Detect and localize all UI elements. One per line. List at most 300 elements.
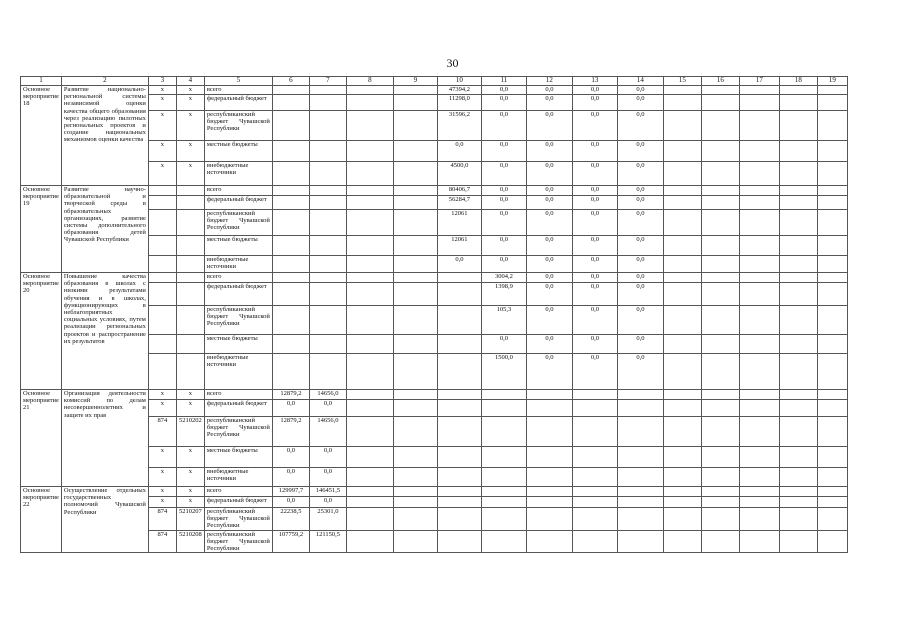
- cell-value-9: [393, 210, 437, 236]
- cell-gp: [148, 335, 176, 354]
- cell-value-9: [393, 508, 437, 531]
- column-header: 10: [437, 77, 481, 86]
- cell-value-13: 0,0: [572, 335, 617, 354]
- cell-value-8: [346, 487, 393, 497]
- cell-source: республиканский бюджет Чувашской Республики: [204, 417, 272, 447]
- cell-value-16: [701, 141, 739, 162]
- cell-value-15: [663, 273, 701, 283]
- cell-value-14: [617, 447, 663, 468]
- cell-value-12: 0,0: [526, 236, 572, 256]
- cell-value-14: 0,0: [617, 111, 663, 141]
- cell-source: всего: [204, 86, 272, 95]
- cell-value-18: [779, 256, 817, 273]
- cell-value-13: [572, 390, 617, 400]
- cell-value-6: 0,0: [272, 400, 309, 417]
- cell-value-6: [272, 306, 309, 335]
- cell-value-17: [739, 487, 779, 497]
- cell-value-7: [309, 256, 346, 273]
- cell-value-6: [272, 210, 309, 236]
- cell-value-6: 12879,2: [272, 417, 309, 447]
- cell-value-8: [346, 95, 393, 111]
- event-label: Основное мероприятие 20: [21, 273, 62, 390]
- cell-value-10: 80406,7: [437, 186, 481, 196]
- cell-value-14: [617, 530, 663, 553]
- cell-csr: x: [176, 447, 204, 468]
- cell-value-18: [779, 141, 817, 162]
- cell-value-6: [272, 86, 309, 95]
- cell-source: республиканский бюджет Чувашской Республики: [204, 306, 272, 335]
- cell-gp: [148, 273, 176, 283]
- cell-value-12: 0,0: [526, 273, 572, 283]
- cell-source: всего: [204, 390, 272, 400]
- cell-gp: 874: [148, 417, 176, 447]
- table-row: [21, 86, 848, 95]
- cell-value-17: [739, 283, 779, 306]
- cell-value-11: [481, 530, 526, 553]
- cell-value-9: [393, 354, 437, 390]
- cell-value-18: [779, 196, 817, 210]
- event-title: Развитие научно-образовательной и творческой среды в образовательных организациях, развитие системы дополнительного образования детей Чувашской Республики: [61, 186, 148, 273]
- cell-value-19: [817, 447, 847, 468]
- cell-value-9: [393, 273, 437, 283]
- cell-value-7: [309, 95, 346, 111]
- cell-value-9: [393, 283, 437, 306]
- cell-value-6: [272, 111, 309, 141]
- cell-value-7: [309, 196, 346, 210]
- cell-value-9: [393, 335, 437, 354]
- cell-value-12: [526, 508, 572, 531]
- cell-value-17: [739, 210, 779, 236]
- cell-gp: x: [148, 86, 176, 95]
- cell-value-6: [272, 283, 309, 306]
- cell-value-17: [739, 497, 779, 508]
- cell-value-14: 0,0: [617, 273, 663, 283]
- cell-value-19: [817, 335, 847, 354]
- cell-value-14: 0,0: [617, 354, 663, 390]
- cell-value-16: [701, 86, 739, 95]
- cell-value-13: 0,0: [572, 186, 617, 196]
- cell-value-11: 0,0: [481, 196, 526, 210]
- cell-value-10: [437, 306, 481, 335]
- cell-value-8: [346, 256, 393, 273]
- cell-value-17: [739, 447, 779, 468]
- cell-csr: x: [176, 487, 204, 497]
- cell-source: местные бюджеты: [204, 335, 272, 354]
- column-header: 9: [393, 77, 437, 86]
- cell-value-17: [739, 256, 779, 273]
- cell-value-13: 0,0: [572, 111, 617, 141]
- cell-value-9: [393, 86, 437, 95]
- cell-value-14: [617, 497, 663, 508]
- cell-value-18: [779, 86, 817, 95]
- cell-value-8: [346, 186, 393, 196]
- cell-value-16: [701, 273, 739, 283]
- cell-value-14: [617, 508, 663, 531]
- cell-value-16: [701, 354, 739, 390]
- cell-value-11: 0,0: [481, 186, 526, 196]
- cell-value-8: [346, 196, 393, 210]
- cell-value-12: [526, 400, 572, 417]
- cell-value-6: [272, 95, 309, 111]
- cell-value-16: [701, 530, 739, 553]
- cell-value-13: 0,0: [572, 273, 617, 283]
- column-header: 13: [572, 77, 617, 86]
- cell-value-11: 0,0: [481, 162, 526, 186]
- cell-value-13: [572, 447, 617, 468]
- cell-source: федеральный бюджет: [204, 95, 272, 111]
- cell-value-8: [346, 497, 393, 508]
- cell-csr: 5210202: [176, 417, 204, 447]
- cell-value-19: [817, 273, 847, 283]
- column-header: 14: [617, 77, 663, 86]
- cell-value-15: [663, 283, 701, 306]
- cell-value-18: [779, 354, 817, 390]
- cell-value-15: [663, 390, 701, 400]
- cell-value-9: [393, 390, 437, 400]
- cell-value-19: [817, 111, 847, 141]
- cell-value-9: [393, 256, 437, 273]
- cell-value-14: 0,0: [617, 86, 663, 95]
- cell-value-8: [346, 306, 393, 335]
- cell-value-10: [437, 487, 481, 497]
- cell-value-10: [437, 447, 481, 468]
- cell-value-13: 0,0: [572, 86, 617, 95]
- column-header: 1: [21, 77, 62, 86]
- cell-value-17: [739, 95, 779, 111]
- cell-value-13: [572, 530, 617, 553]
- cell-value-11: 0,0: [481, 256, 526, 273]
- cell-value-9: [393, 236, 437, 256]
- cell-value-12: 0,0: [526, 196, 572, 210]
- cell-gp: [148, 186, 176, 196]
- cell-csr: [176, 306, 204, 335]
- cell-value-16: [701, 236, 739, 256]
- cell-source: республиканский бюджет Чувашской Республики: [204, 111, 272, 141]
- cell-source: местные бюджеты: [204, 236, 272, 256]
- cell-value-6: [272, 256, 309, 273]
- column-header: 7: [309, 77, 346, 86]
- cell-value-8: [346, 468, 393, 487]
- cell-value-19: [817, 468, 847, 487]
- cell-value-14: 0,0: [617, 162, 663, 186]
- cell-value-19: [817, 256, 847, 273]
- cell-value-13: 0,0: [572, 141, 617, 162]
- cell-value-8: [346, 86, 393, 95]
- cell-value-9: [393, 141, 437, 162]
- cell-value-8: [346, 417, 393, 447]
- cell-gp: 874: [148, 508, 176, 531]
- column-header: 5: [204, 77, 272, 86]
- cell-value-16: [701, 256, 739, 273]
- cell-value-10: [437, 283, 481, 306]
- cell-source: федеральный бюджет: [204, 400, 272, 417]
- cell-value-17: [739, 141, 779, 162]
- cell-value-19: [817, 95, 847, 111]
- cell-value-12: 0,0: [526, 354, 572, 390]
- cell-csr: [176, 273, 204, 283]
- cell-gp: x: [148, 447, 176, 468]
- cell-value-11: [481, 487, 526, 497]
- event-title: Развитие национально-региональной системы независимой оценки качества общего образования через реализацию пилотных региональных проектов и создание национальных механизмов оценки качества: [61, 86, 148, 186]
- cell-value-8: [346, 111, 393, 141]
- cell-value-16: [701, 95, 739, 111]
- cell-value-18: [779, 497, 817, 508]
- cell-value-10: 47394,2: [437, 86, 481, 95]
- cell-value-10: 0,0: [437, 256, 481, 273]
- cell-gp: [148, 283, 176, 306]
- cell-value-6: [272, 273, 309, 283]
- cell-csr: x: [176, 400, 204, 417]
- cell-value-10: [437, 508, 481, 531]
- cell-gp: x: [148, 487, 176, 497]
- column-header: 3: [148, 77, 176, 86]
- cell-value-7: 0,0: [309, 497, 346, 508]
- cell-value-7: 14656,0: [309, 390, 346, 400]
- column-header: 8: [346, 77, 393, 86]
- cell-value-9: [393, 306, 437, 335]
- cell-value-8: [346, 447, 393, 468]
- column-header: 6: [272, 77, 309, 86]
- cell-source: внебюджетные источники: [204, 256, 272, 273]
- cell-value-10: 31596,2: [437, 111, 481, 141]
- cell-value-11: 0,0: [481, 141, 526, 162]
- cell-value-16: [701, 210, 739, 236]
- cell-value-14: 0,0: [617, 141, 663, 162]
- cell-value-6: 12879,2: [272, 390, 309, 400]
- cell-csr: x: [176, 497, 204, 508]
- cell-value-13: 0,0: [572, 196, 617, 210]
- cell-value-9: [393, 468, 437, 487]
- cell-value-13: [572, 497, 617, 508]
- cell-gp: [148, 196, 176, 210]
- cell-value-18: [779, 273, 817, 283]
- cell-value-17: [739, 390, 779, 400]
- column-header: 17: [739, 77, 779, 86]
- cell-csr: x: [176, 141, 204, 162]
- cell-value-13: [572, 508, 617, 531]
- cell-value-14: 0,0: [617, 196, 663, 210]
- cell-gp: 874: [148, 530, 176, 553]
- cell-value-10: [437, 335, 481, 354]
- cell-value-16: [701, 335, 739, 354]
- cell-value-12: 0,0: [526, 162, 572, 186]
- cell-value-7: [309, 236, 346, 256]
- cell-value-6: 129997,7: [272, 487, 309, 497]
- cell-value-8: [346, 273, 393, 283]
- column-header: 15: [663, 77, 701, 86]
- cell-source: всего: [204, 186, 272, 196]
- cell-value-11: [481, 508, 526, 531]
- cell-value-19: [817, 497, 847, 508]
- cell-value-18: [779, 417, 817, 447]
- cell-value-17: [739, 400, 779, 417]
- cell-value-13: 0,0: [572, 236, 617, 256]
- cell-value-17: [739, 236, 779, 256]
- cell-value-7: [309, 86, 346, 95]
- event-title: Организация деятельности комиссий по делам несовершеннолетних и защите их прав: [61, 390, 148, 487]
- cell-value-10: [437, 354, 481, 390]
- cell-value-9: [393, 417, 437, 447]
- cell-value-11: 3004,2: [481, 273, 526, 283]
- cell-value-16: [701, 508, 739, 531]
- cell-value-16: [701, 162, 739, 186]
- cell-value-17: [739, 335, 779, 354]
- cell-value-15: [663, 236, 701, 256]
- cell-value-10: 12061: [437, 236, 481, 256]
- cell-value-18: [779, 447, 817, 468]
- cell-value-17: [739, 111, 779, 141]
- cell-value-8: [346, 283, 393, 306]
- cell-csr: x: [176, 468, 204, 487]
- cell-value-7: 14656,0: [309, 417, 346, 447]
- cell-value-7: [309, 283, 346, 306]
- cell-value-19: [817, 196, 847, 210]
- cell-value-17: [739, 273, 779, 283]
- cell-value-19: [817, 186, 847, 196]
- cell-value-13: 0,0: [572, 95, 617, 111]
- cell-value-15: [663, 417, 701, 447]
- cell-value-14: 0,0: [617, 283, 663, 306]
- cell-value-14: 0,0: [617, 256, 663, 273]
- cell-value-18: [779, 530, 817, 553]
- cell-value-17: [739, 530, 779, 553]
- cell-value-15: [663, 530, 701, 553]
- cell-value-11: [481, 497, 526, 508]
- cell-value-19: [817, 210, 847, 236]
- cell-value-13: 0,0: [572, 283, 617, 306]
- cell-value-12: [526, 447, 572, 468]
- cell-value-18: [779, 306, 817, 335]
- cell-value-6: 0,0: [272, 497, 309, 508]
- cell-value-6: 0,0: [272, 468, 309, 487]
- cell-value-9: [393, 111, 437, 141]
- column-header: 2: [61, 77, 148, 86]
- cell-source: всего: [204, 273, 272, 283]
- cell-value-18: [779, 111, 817, 141]
- cell-value-13: 0,0: [572, 210, 617, 236]
- cell-value-6: [272, 335, 309, 354]
- cell-value-16: [701, 468, 739, 487]
- cell-value-18: [779, 186, 817, 196]
- cell-value-9: [393, 95, 437, 111]
- cell-value-18: [779, 162, 817, 186]
- cell-value-6: 107759,2: [272, 530, 309, 553]
- cell-value-7: [309, 210, 346, 236]
- cell-value-14: 0,0: [617, 95, 663, 111]
- cell-value-16: [701, 111, 739, 141]
- cell-value-9: [393, 497, 437, 508]
- cell-value-19: [817, 236, 847, 256]
- cell-source: федеральный бюджет: [204, 196, 272, 210]
- cell-source: местные бюджеты: [204, 447, 272, 468]
- cell-value-8: [346, 210, 393, 236]
- cell-value-11: [481, 447, 526, 468]
- cell-value-14: 0,0: [617, 210, 663, 236]
- cell-csr: x: [176, 95, 204, 111]
- cell-csr: [176, 283, 204, 306]
- cell-value-8: [346, 162, 393, 186]
- cell-value-11: 105,3: [481, 306, 526, 335]
- cell-value-12: 0,0: [526, 210, 572, 236]
- cell-source: федеральный бюджет: [204, 497, 272, 508]
- cell-value-19: [817, 400, 847, 417]
- cell-value-15: [663, 335, 701, 354]
- cell-value-14: [617, 417, 663, 447]
- cell-value-15: [663, 86, 701, 95]
- cell-value-16: [701, 487, 739, 497]
- cell-value-6: 22238,5: [272, 508, 309, 531]
- cell-value-7: [309, 162, 346, 186]
- cell-value-15: [663, 497, 701, 508]
- cell-value-15: [663, 468, 701, 487]
- cell-value-12: [526, 497, 572, 508]
- cell-value-6: [272, 141, 309, 162]
- cell-value-16: [701, 497, 739, 508]
- cell-value-15: [663, 306, 701, 335]
- cell-value-18: [779, 236, 817, 256]
- cell-value-9: [393, 196, 437, 210]
- cell-value-19: [817, 86, 847, 95]
- cell-value-12: [526, 468, 572, 487]
- cell-value-12: 0,0: [526, 306, 572, 335]
- event-title: Повышение качества образования в школах с низкими результатами обучения и в школах, функционирующих в неблагоприятных социальных условиях, путем реализации региональных проектов и распространение их результатов: [61, 273, 148, 390]
- cell-value-17: [739, 354, 779, 390]
- cell-value-12: 0,0: [526, 335, 572, 354]
- cell-value-11: 0,0: [481, 236, 526, 256]
- cell-value-15: [663, 256, 701, 273]
- cell-value-14: 0,0: [617, 306, 663, 335]
- event-title: Осуществление отдельных государственных полномочий Чувашской Республики: [61, 487, 148, 553]
- cell-source: местные бюджеты: [204, 141, 272, 162]
- cell-value-13: [572, 400, 617, 417]
- cell-value-15: [663, 186, 701, 196]
- cell-gp: x: [148, 111, 176, 141]
- cell-value-14: 0,0: [617, 335, 663, 354]
- cell-value-10: [437, 497, 481, 508]
- cell-value-11: 1398,9: [481, 283, 526, 306]
- cell-value-14: [617, 400, 663, 417]
- cell-source: внебюджетные источники: [204, 468, 272, 487]
- cell-value-9: [393, 186, 437, 196]
- cell-value-18: [779, 390, 817, 400]
- cell-value-12: [526, 417, 572, 447]
- cell-value-10: [437, 273, 481, 283]
- cell-value-16: [701, 447, 739, 468]
- cell-value-9: [393, 487, 437, 497]
- cell-source: федеральный бюджет: [204, 283, 272, 306]
- cell-value-12: [526, 530, 572, 553]
- cell-value-18: [779, 487, 817, 497]
- cell-csr: [176, 335, 204, 354]
- cell-value-13: [572, 417, 617, 447]
- cell-value-17: [739, 162, 779, 186]
- cell-value-14: [617, 390, 663, 400]
- cell-value-12: 0,0: [526, 86, 572, 95]
- cell-value-6: [272, 186, 309, 196]
- cell-value-11: [481, 400, 526, 417]
- cell-value-16: [701, 417, 739, 447]
- cell-value-7: [309, 306, 346, 335]
- column-header: 12: [526, 77, 572, 86]
- cell-value-7: 25301,0: [309, 508, 346, 531]
- cell-value-9: [393, 400, 437, 417]
- cell-value-6: [272, 354, 309, 390]
- table-row: [21, 487, 848, 497]
- cell-csr: x: [176, 111, 204, 141]
- cell-gp: x: [148, 390, 176, 400]
- cell-value-10: 12061: [437, 210, 481, 236]
- cell-value-15: [663, 210, 701, 236]
